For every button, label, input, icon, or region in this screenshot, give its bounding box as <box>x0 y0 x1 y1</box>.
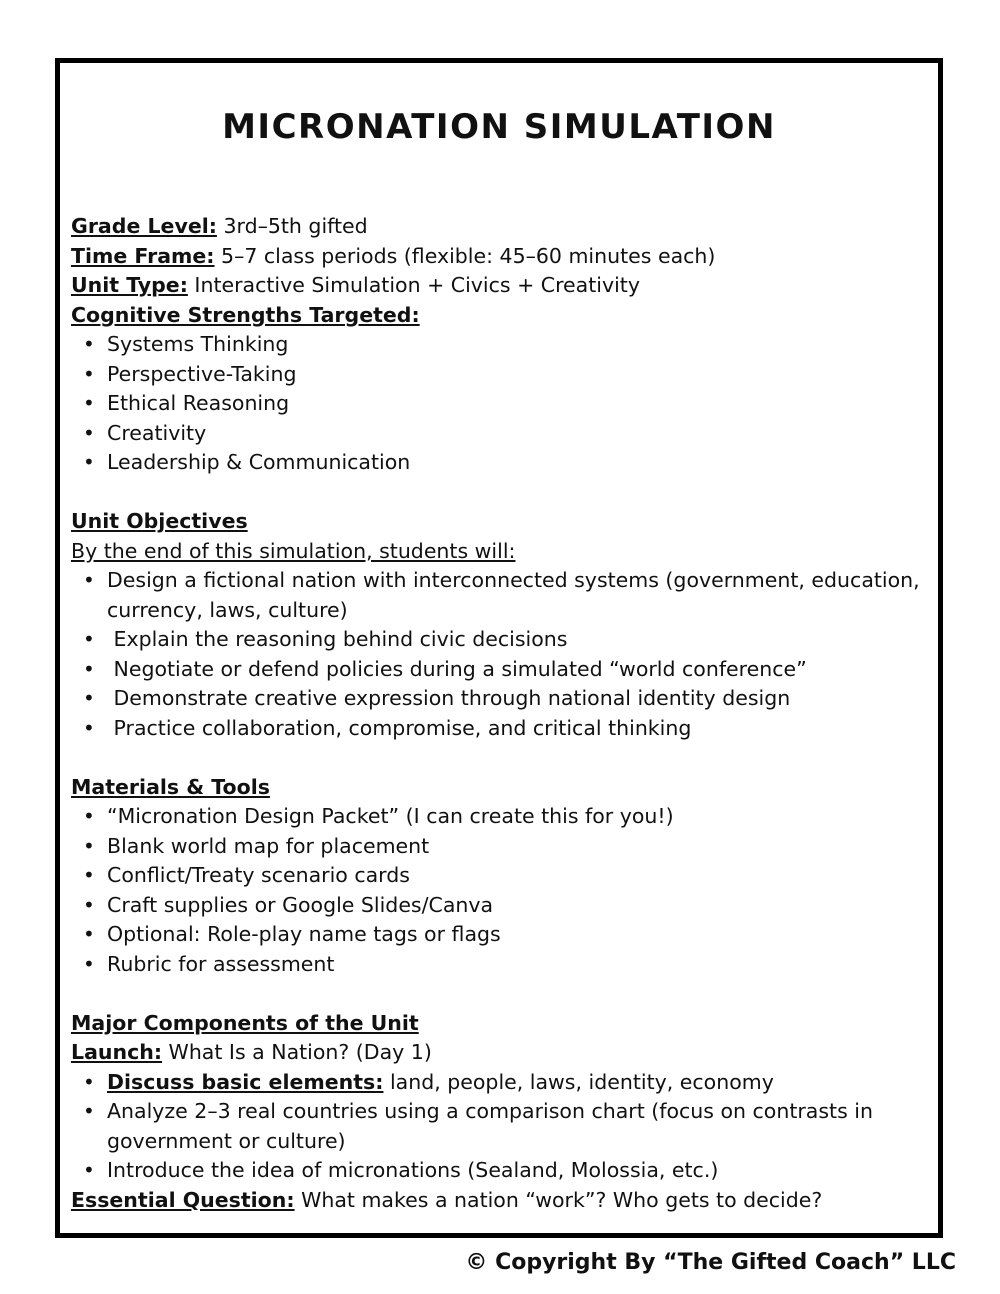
grade-level-value: 3rd–5th gifted <box>216 214 368 238</box>
time-frame-value: 5–7 class periods (flexible: 45–60 minutes each) <box>214 243 716 268</box>
list-item: • Explain the reasoning behind civic decisions <box>71 625 931 655</box>
copyright-notice: © Copyright By “The Gifted Coach” LLC <box>465 1250 956 1275</box>
list-item: • Blank world map for placement <box>71 832 931 862</box>
unit-type-label: Unit Type: <box>71 273 188 297</box>
grade-level-line <box>71 212 931 242</box>
unit-type-value: Interactive Simulation + Civics + Creativity <box>187 273 640 297</box>
list-item: • Conflict/Treaty scenario cards <box>71 861 931 891</box>
list-item: • Rubric for assessment <box>71 950 931 980</box>
discuss-label: Discuss basic elements: <box>107 1069 384 1094</box>
list-item: • Creativity <box>71 419 931 449</box>
components-list <box>71 1068 931 1186</box>
strengths-list <box>71 330 931 478</box>
list-item: • Analyze 2–3 real countries using a comparison chart (focus on contrasts in government or culture) <box>71 1097 927 1156</box>
list-item: • Demonstrate creative expression through national identity design <box>71 684 931 714</box>
unit-type-line <box>71 271 931 301</box>
document-body <box>71 212 931 1215</box>
document-frame <box>55 58 943 1238</box>
page-title: MICRONATION SIMULATION <box>222 107 776 147</box>
list-item: • Negotiate or defend policies during a simulated “world conference” <box>71 655 931 685</box>
objectives-heading: Unit Objectives <box>71 509 248 533</box>
strengths-heading: Cognitive Strengths Targeted: <box>71 302 420 327</box>
time-frame-label: Time Frame: <box>71 243 215 268</box>
list-item: • Craft supplies or Google Slides/Canva <box>71 891 931 921</box>
launch-label: Launch: <box>71 1040 163 1064</box>
essential-question-line <box>71 1186 931 1216</box>
list-item: • Perspective-Taking <box>71 360 931 390</box>
discuss-value: land, people, laws, identity, economy <box>383 1069 774 1094</box>
launch-line <box>71 1038 931 1068</box>
launch-value: What Is a Nation? (Day 1) <box>162 1040 432 1064</box>
grade-level-label: Grade Level: <box>71 214 217 238</box>
list-item: • Design a fictional nation with interconnected systems (government, education, currency, laws, culture) <box>71 566 927 625</box>
materials-heading: Materials & Tools <box>71 774 270 799</box>
list-item: • Practice collaboration, compromise, and critical thinking <box>71 714 931 744</box>
materials-list <box>71 802 931 979</box>
time-frame-line <box>71 242 931 272</box>
list-item: • Leadership & Communication <box>71 448 931 478</box>
objectives-list <box>71 566 931 743</box>
list-item: • Systems Thinking <box>71 330 931 360</box>
essential-question-label: Essential Question: <box>71 1187 295 1212</box>
components-heading: Major Components of the Unit <box>71 1010 419 1035</box>
essential-question-value: What makes a nation “work”? Who gets to decide? <box>294 1187 823 1212</box>
list-item: • “Micronation Design Packet” (I can create this for you!) <box>71 802 931 832</box>
list-item: • Optional: Role-play name tags or flags <box>71 920 931 950</box>
list-item: • Introduce the idea of micronations (Sealand, Molossia, etc.) <box>71 1156 931 1186</box>
objectives-intro: By the end of this simulation, students will: <box>71 538 516 563</box>
list-item: • Ethical Reasoning <box>71 389 931 419</box>
list-item <box>71 1068 931 1098</box>
